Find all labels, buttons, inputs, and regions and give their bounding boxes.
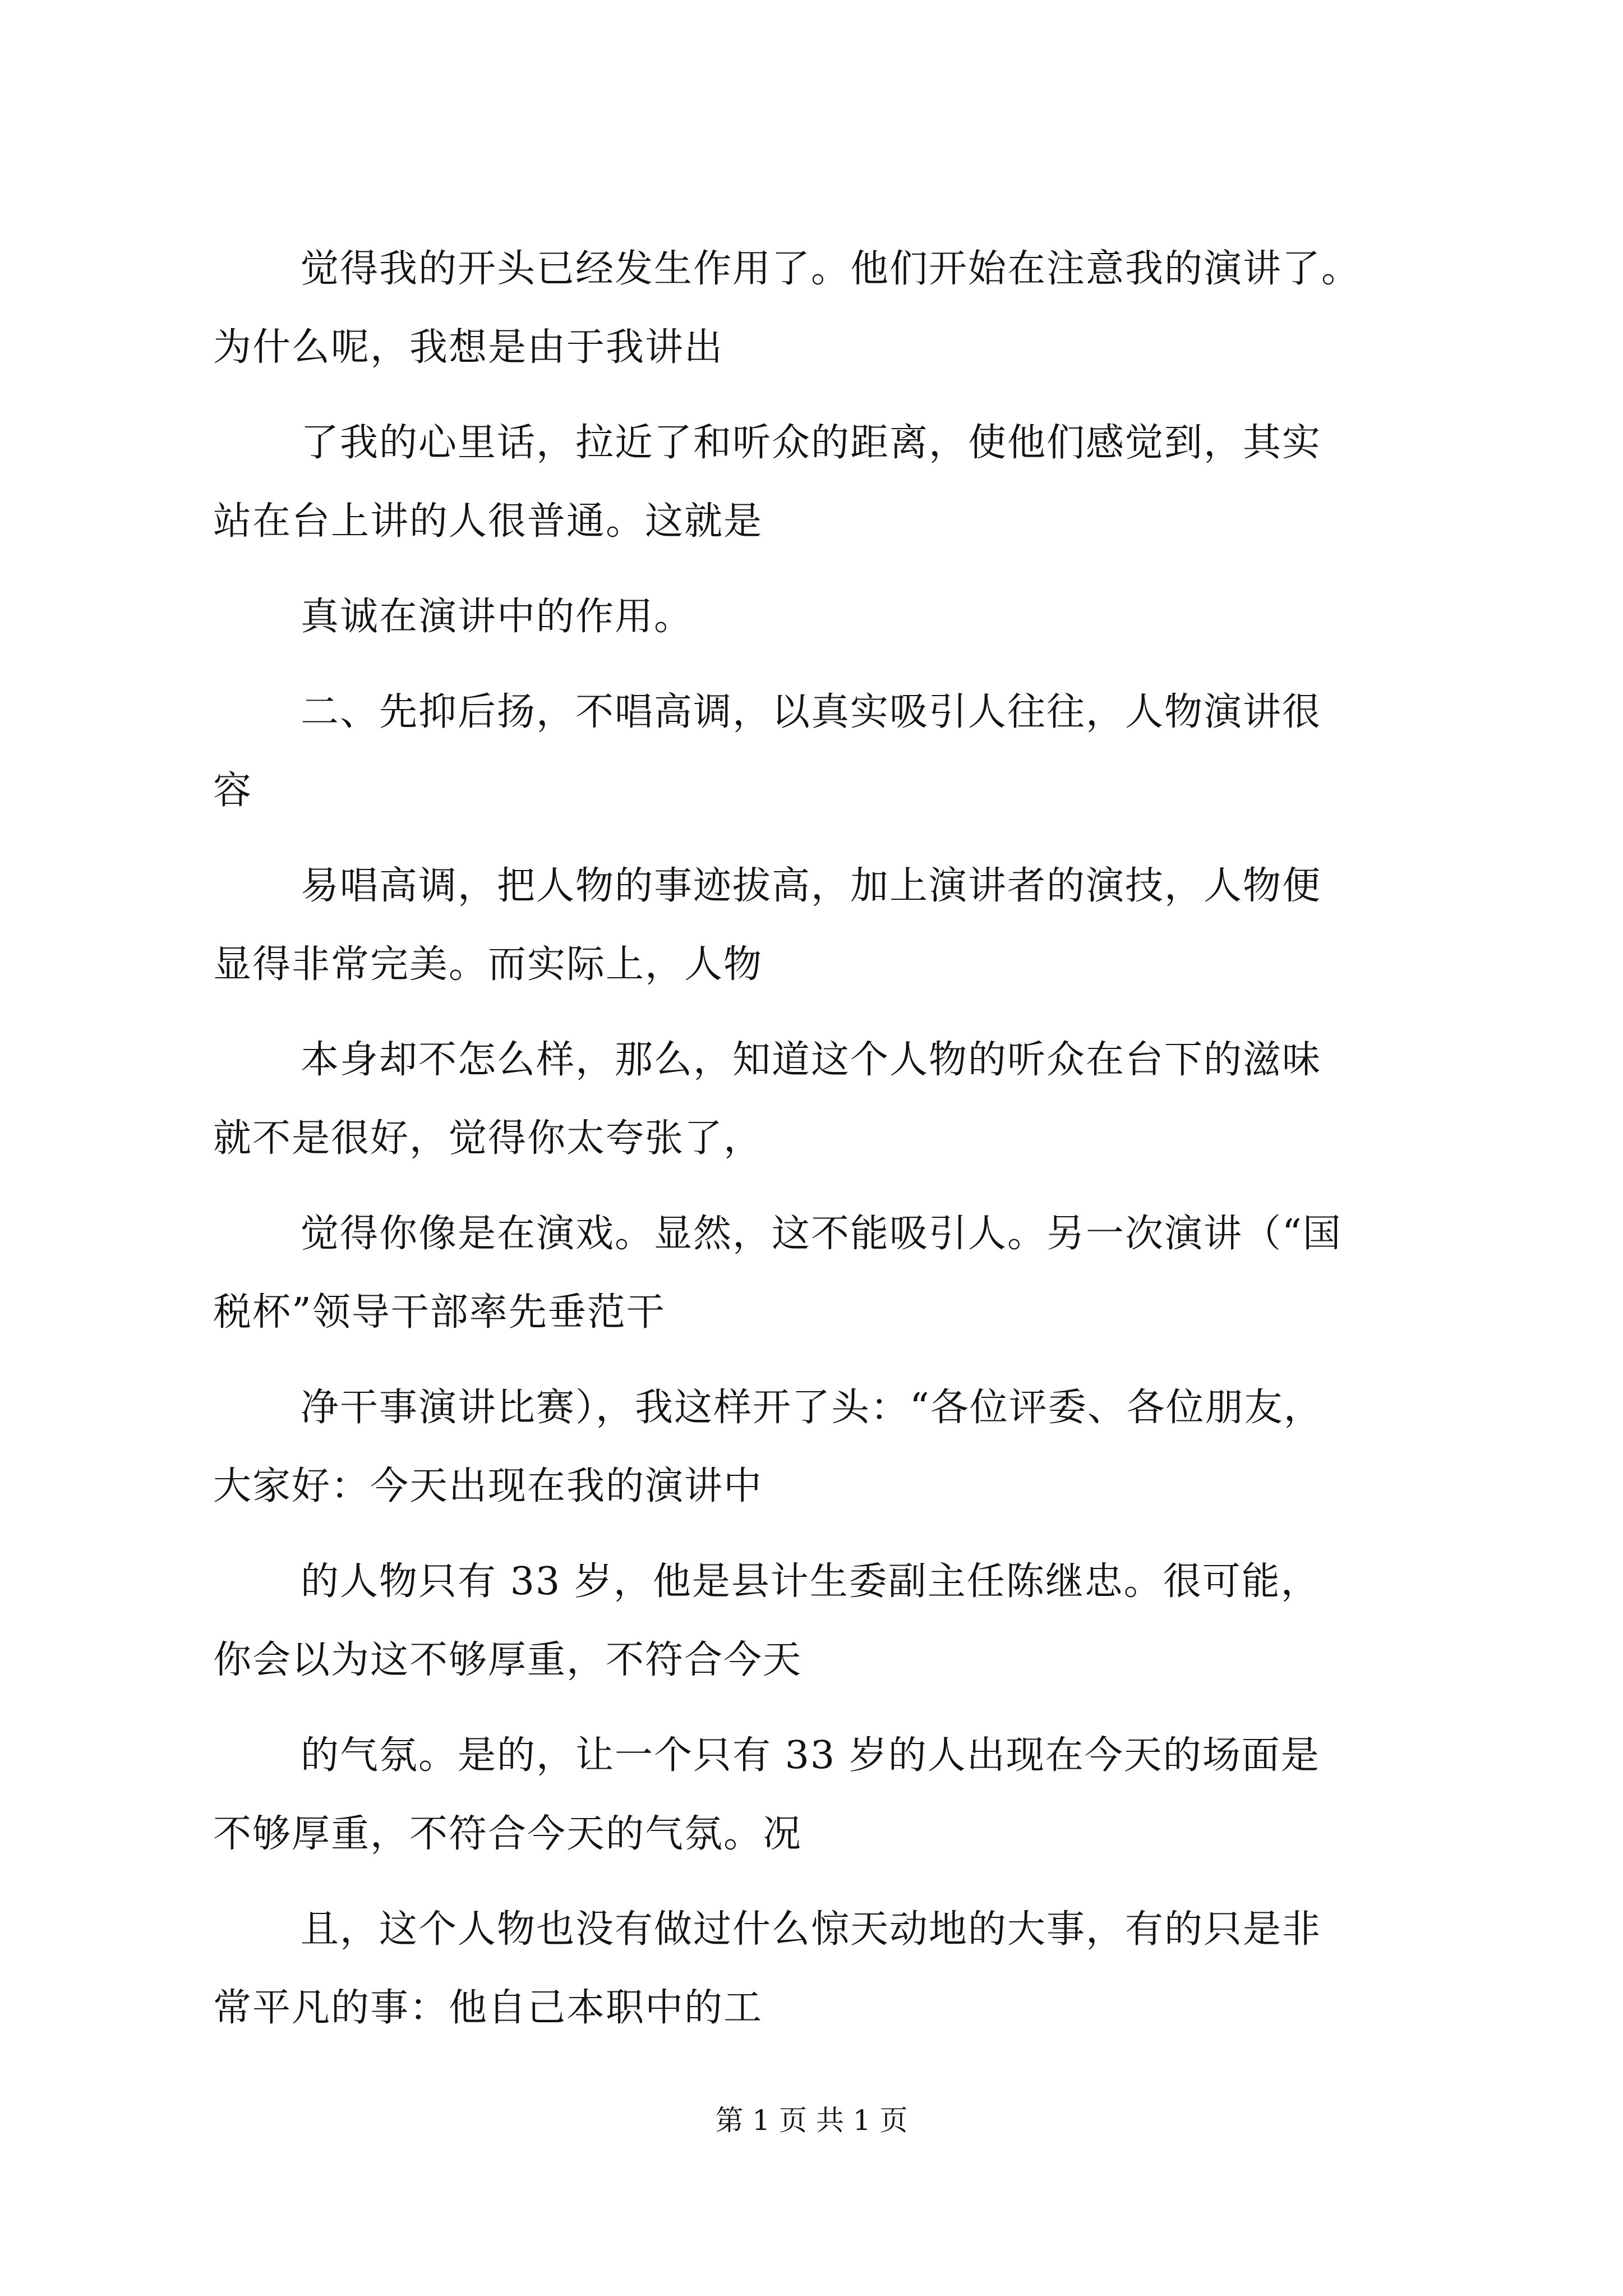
paragraph-line: 本身却不怎么样，那么，知道这个人物的听众在台下的滋味 [301, 1038, 1322, 1082]
paragraph-line: 真诚在演讲中的作用。 [301, 595, 694, 639]
body-text [213, 0, 1469, 2076]
paragraph-line: 的人物只有 33 岁，他是县计生委副主任陈继忠。很可能， [301, 1559, 1320, 1604]
paragraph-line: 净干事演讲比赛），我这样开了头：“各位评委、各位朋友， [301, 1386, 1323, 1430]
paragraph-line: 显得非常完美。而实际上，人物 [213, 942, 763, 987]
paragraph-line: 大家好：今天出现在我的演讲中 [213, 1464, 763, 1508]
paragraph-line: 觉得你像是在演戏。显然，这不能吸引人。另一次演讲（“国 [301, 1212, 1342, 1256]
page-number: 第 1 页 共 1 页 [715, 2104, 908, 2137]
paragraph-line: 就不是很好，觉得你太夸张了， [213, 1116, 763, 1161]
paragraph-line: 的气氛。是的，让一个只有 33 岁的人出现在今天的场面是 [301, 1733, 1320, 1778]
page-footer [0, 2104, 1623, 2137]
paragraph-line: 你会以为这不够厚重，不符合今天 [213, 1638, 803, 1682]
paragraph-line: 常平凡的事：他自己本职中的工 [213, 1986, 763, 2030]
paragraph-line: 不够厚重，不符合今天的气氛。况 [213, 1812, 803, 1856]
paragraph-line: 二、先抑后扬，不唱高调，以真实吸引人往往，人物演讲很 [301, 690, 1322, 734]
paragraph-line: 且，这个人物也没有做过什么惊天动地的大事，有的只是非 [301, 1907, 1322, 1952]
paragraph-line: 易唱高调，把人物的事迹拔高，加上演讲者的演技，人物便 [301, 864, 1322, 908]
paragraph-line: 为什么呢，我想是由于我讲出 [213, 325, 724, 370]
paragraph-line: 税杯”领导干部率先垂范干 [213, 1290, 666, 1335]
paragraph-line: 容 [213, 769, 253, 813]
paragraph-line: 站在台上讲的人很普通。这就是 [213, 499, 763, 544]
paragraph-line: 了我的心里话，拉近了和听众的距离，使他们感觉到，其实 [301, 421, 1322, 465]
paragraph-line: 觉得我的开头已经发生作用了。他们开始在注意我的演讲了。 [301, 247, 1361, 291]
